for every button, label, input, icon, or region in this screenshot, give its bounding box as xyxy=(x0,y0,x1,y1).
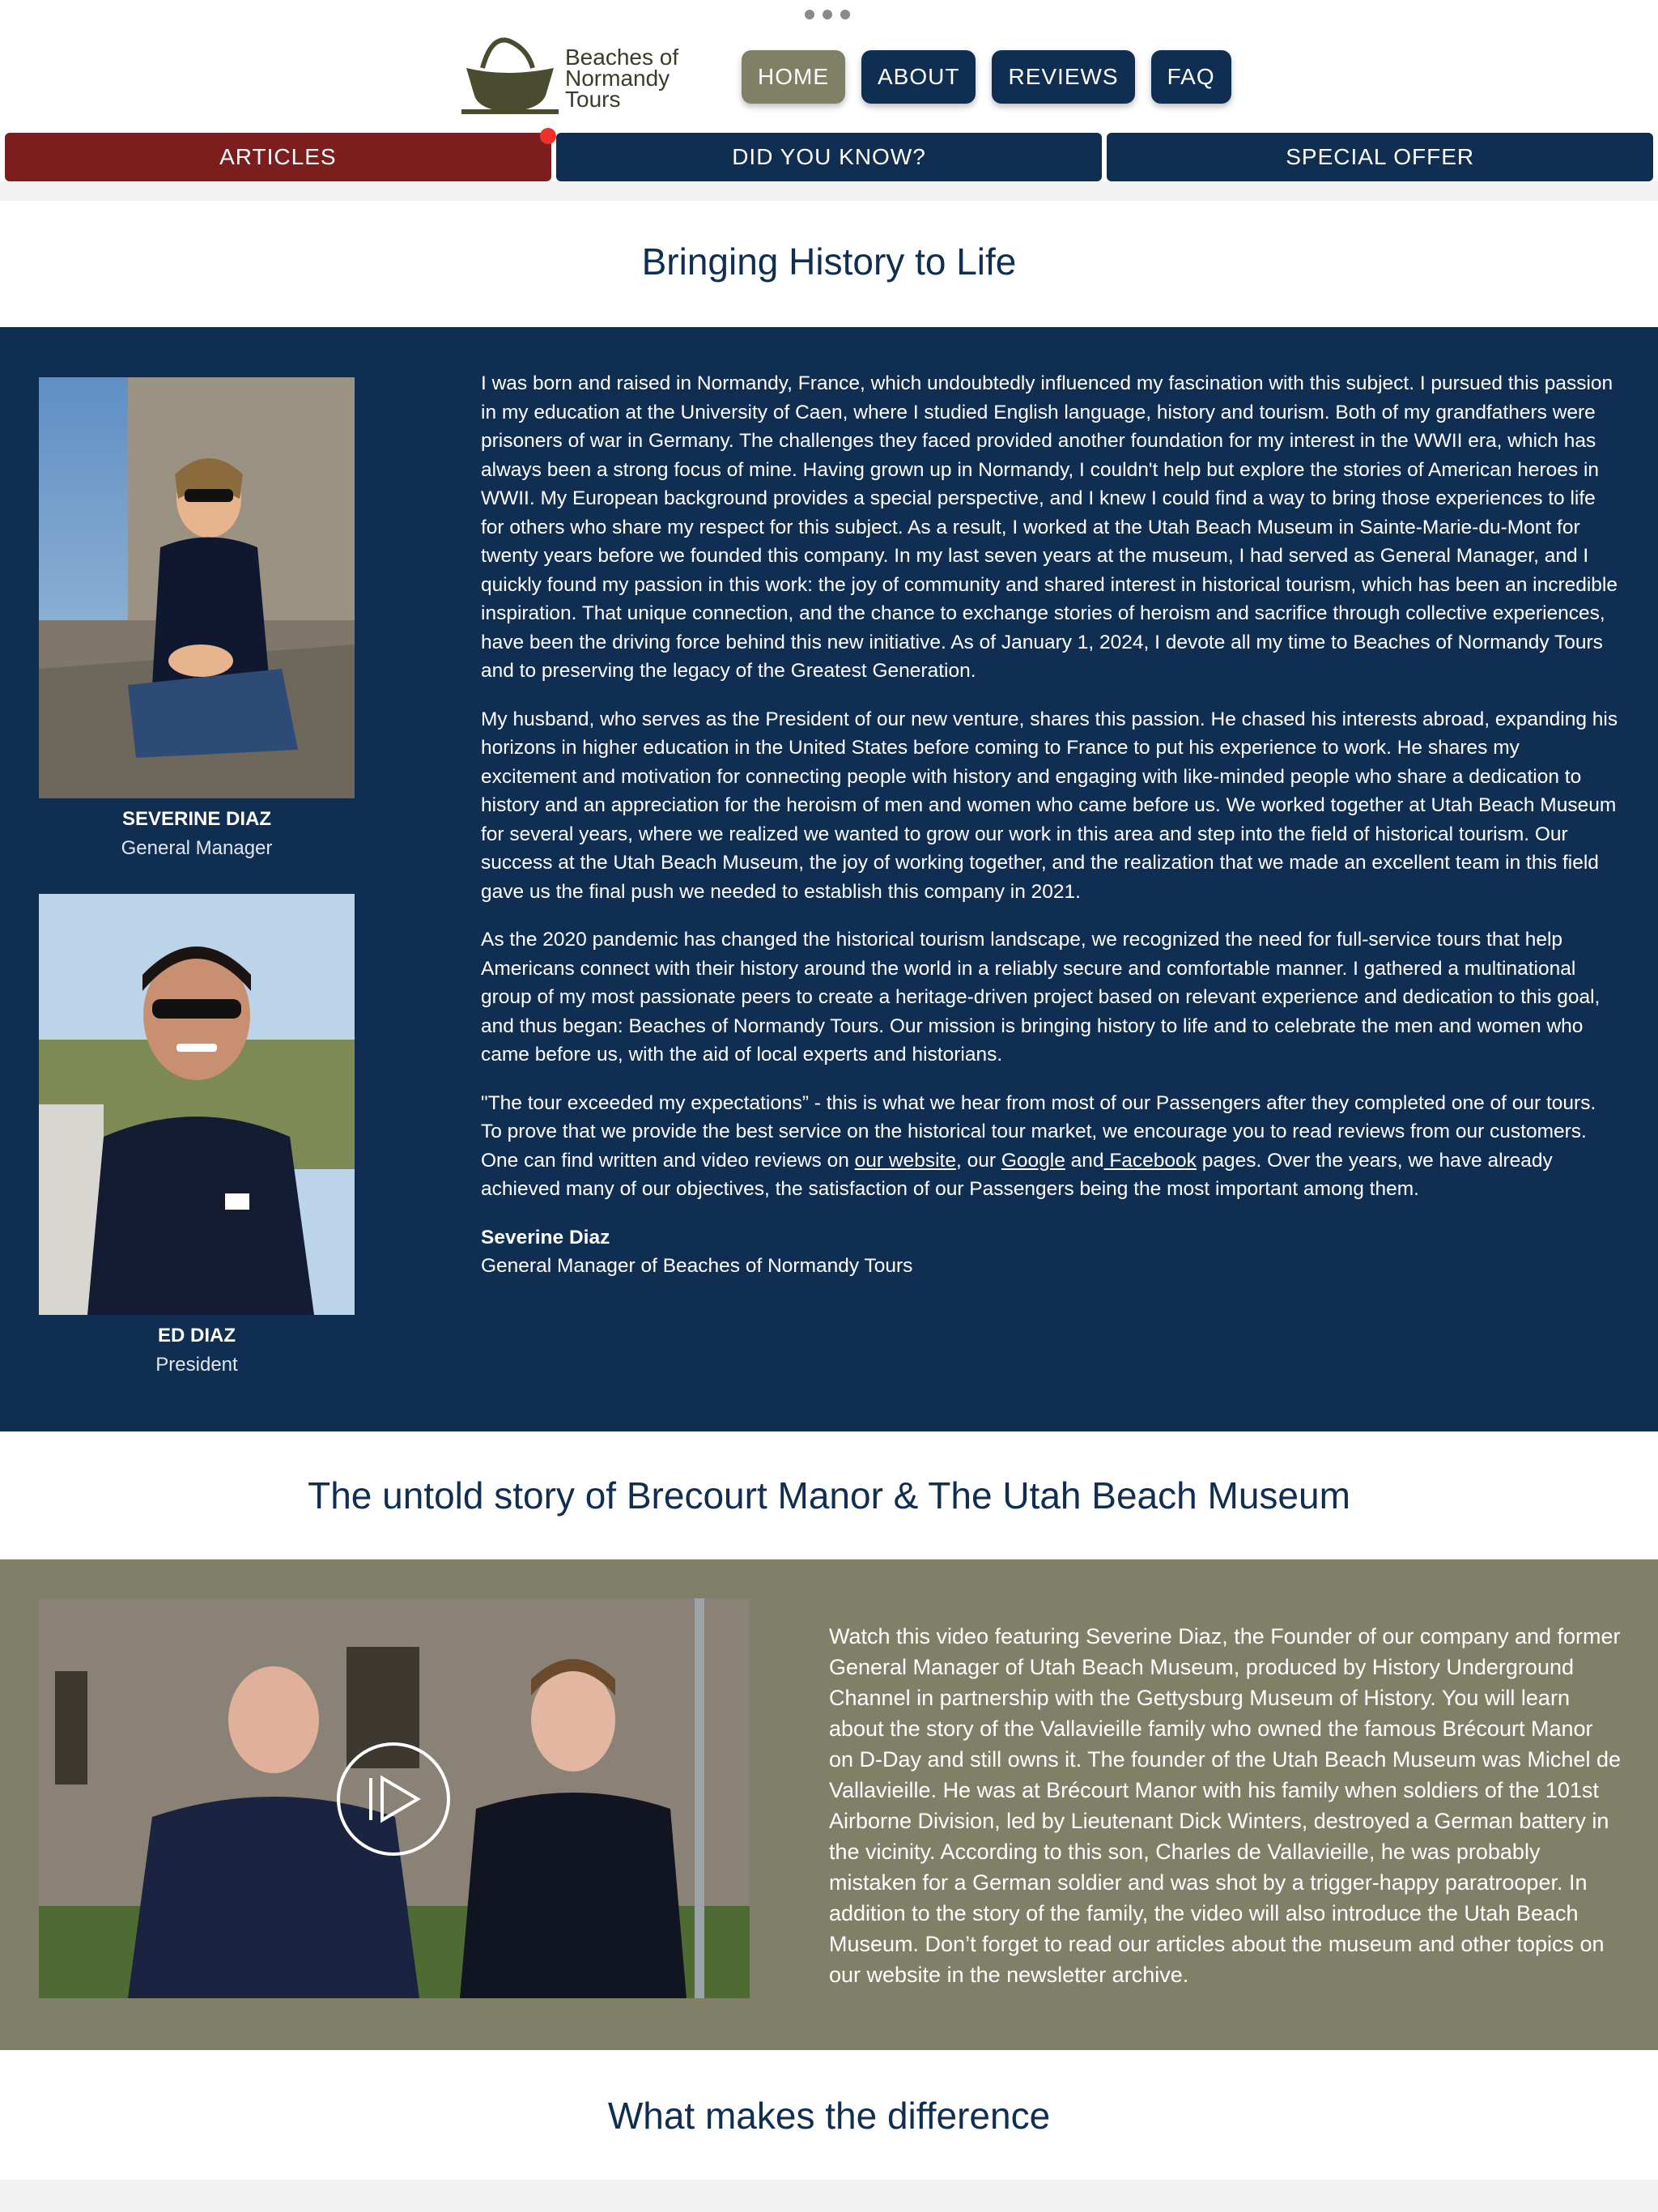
brand-line-3: Tours xyxy=(565,87,621,112)
bio-paragraph-3: As the 2020 pandemic has changed the historical tourism landscape, we recognized the need for full-service tours that help Americans connect with their history around the world in a reliably secure and comfortable manner. I gathered a multinational group of my most passionate peers to create a heritage-driven project based on relevant experience and dedication to this goal, and thus began: Beaches of Normandy Tours. Our mission is bringing history to life and to celebrate the men and women who came before us, with the aid of local experts and historians. xyxy=(481,929,1601,1066)
subnav-special-offer[interactable]: SPECIAL OFFER xyxy=(1107,133,1653,181)
site-logo[interactable] xyxy=(458,37,693,118)
link-facebook[interactable]: Facebook xyxy=(1103,1149,1197,1172)
notification-dot-icon xyxy=(540,128,556,144)
site-header xyxy=(0,0,1658,169)
video-player[interactable] xyxy=(39,1598,750,1998)
subnav-did-you-know[interactable]: DID YOU KNOW? xyxy=(556,133,1103,181)
bio-text-span: pages. Over the years, we have already achieved many of our objectives, the satisfaction of our Passengers being the most important among them. xyxy=(481,1149,1553,1200)
person-name: ED DIAZ xyxy=(158,1325,236,1346)
nav-about[interactable]: ABOUT xyxy=(861,50,976,104)
sub-nav xyxy=(5,133,1653,181)
video-section xyxy=(0,1559,1658,2050)
caption-ed-diaz xyxy=(39,1325,355,1376)
bio-paragraph-2: My husband, who serves as the President of our new venture, shares this passion. He chased his interests abroad, expanding his horizons in higher education in the United States before coming to France to put his experience to work. He shares my excitement and motivation for connecting people with history and engaging with like-minded people who share a dedication to history and an appreciation for the heroism of men and women who came before us. We worked together at Utah Beach Museum for several years, where we realized we wanted to grow our work in this area and step into the field of historical tourism. Our success at the Utah Beach Museum, the joy of working together, and the realization that we made an excellent team in this field gave us the final push we needed to establish this company in 2021. xyxy=(481,708,1618,903)
signature-title: General Manager of Beaches of Normandy Tours xyxy=(481,1255,913,1277)
play-icon[interactable] xyxy=(337,1742,450,1856)
difference-title: What makes the difference xyxy=(607,2095,1051,2137)
bio-text-span: , our xyxy=(955,1149,1001,1172)
brand-name xyxy=(565,47,678,110)
bio-text-span: and xyxy=(1065,1149,1104,1172)
nav-reviews[interactable]: REVIEWS xyxy=(992,50,1134,104)
person-role: General Manager xyxy=(121,837,273,859)
bio-paragraph-1: I was born and raised in Normandy, France, which undoubtedly influenced my fascination with this subject. I pursued this passion in my education at the University of Caen, where I studied English language, history and tourism. Both of my grandfathers were prisoners of war in Germany. The challenges they faced provided another foundation for my interest in the WWII era, which has always been a strong focus of mine. Having grown up in Normandy, I couldn't help but explore the stories of American heroes in WWII. My European background provides a special perspective, and I knew I could find a way to bring those experiences to life for others who share my respect for this subject. As a result, I worked at the Utah Beach Museum in Sainte-Marie-du-Mont for twenty years before we founded this company. In my last seven years at the museum, I had served as General Manager, and I quickly found my passion in this work: the joy of community and shared interest in historical tourism, which has been an incredible inspiration. That unique connection, and the chance to exchange stories of heroism and sacrifice through collective experiences, have been the driving force behind this new initiative. As of January 1, 2024, I devote all my time to Beaches of Normandy Tours and to preserving the legacy of the Greatest Generation. xyxy=(481,372,1618,682)
person-role: President xyxy=(155,1354,238,1376)
main-nav xyxy=(742,50,1231,104)
photo-severine-diaz xyxy=(39,377,355,798)
subnav-articles-label: ARTICLES xyxy=(219,144,337,169)
bio-paragraph-4 xyxy=(481,1089,1621,1204)
link-google[interactable]: Google xyxy=(1001,1149,1065,1172)
video-description: Watch this video featuring Severine Diaz, the Founder of our company and former General Manager of Utah Beach Museum, produced by History Underground Channel in partnership with the Gettysburg Museum of History. You will learn about the story of the Vallavieille family who owned the famous Brécourt Manor on D-Day and still owns it. The founder of the Utah Beach Museum was Michel de Vallavieille. He was at Brécourt Manor with his family when soldiers of the 101st Airborne Division, led by Lieutenant Dick Winters, destroyed a German battery in the vicinity. According to this son, Charles de Vallavieille, he was probably mistaken for a German soldier and was shot by a trigger-happy paratrooper. In addition to the story of the family, the video will also introduce the Utah Beach Museum. Don’t forget to read our articles about the museum and other topics on our website in the newsletter archive. xyxy=(829,1624,1621,1987)
video-section-title: The untold story of Brecourt Manor & The Utah Beach Museum xyxy=(308,1474,1350,1516)
caption-severine-diaz xyxy=(39,808,355,860)
signature-name: Severine Diaz xyxy=(481,1226,610,1249)
subnav-articles[interactable] xyxy=(5,133,551,181)
bio-text-span: "The tour exceeded my expectations” - this is what we hear from most of our Passengers after they completed one of our tours. To prove that we provide the best service on the historical tour market, we encourage you to read reviews from our customers. One can find written and video reviews on xyxy=(481,1091,1596,1172)
photo-ed-diaz xyxy=(39,894,355,1315)
signature xyxy=(481,1223,1621,1281)
brand-line-1: Beaches of xyxy=(565,45,679,70)
person-name: SEVERINE DIAZ xyxy=(121,808,272,830)
logo-pot-icon xyxy=(458,37,563,118)
bio-text xyxy=(481,369,1621,1300)
nav-home[interactable]: HOME xyxy=(742,50,845,104)
about-title: Bringing History to Life xyxy=(641,240,1017,283)
divider-strip xyxy=(0,181,1658,201)
about-section xyxy=(0,327,1658,1431)
brand-line-2: Normandy xyxy=(565,66,670,91)
bottom-strip xyxy=(0,2180,1658,2212)
nav-faq[interactable]: FAQ xyxy=(1151,50,1231,104)
link-our-website[interactable]: our website xyxy=(854,1149,956,1172)
